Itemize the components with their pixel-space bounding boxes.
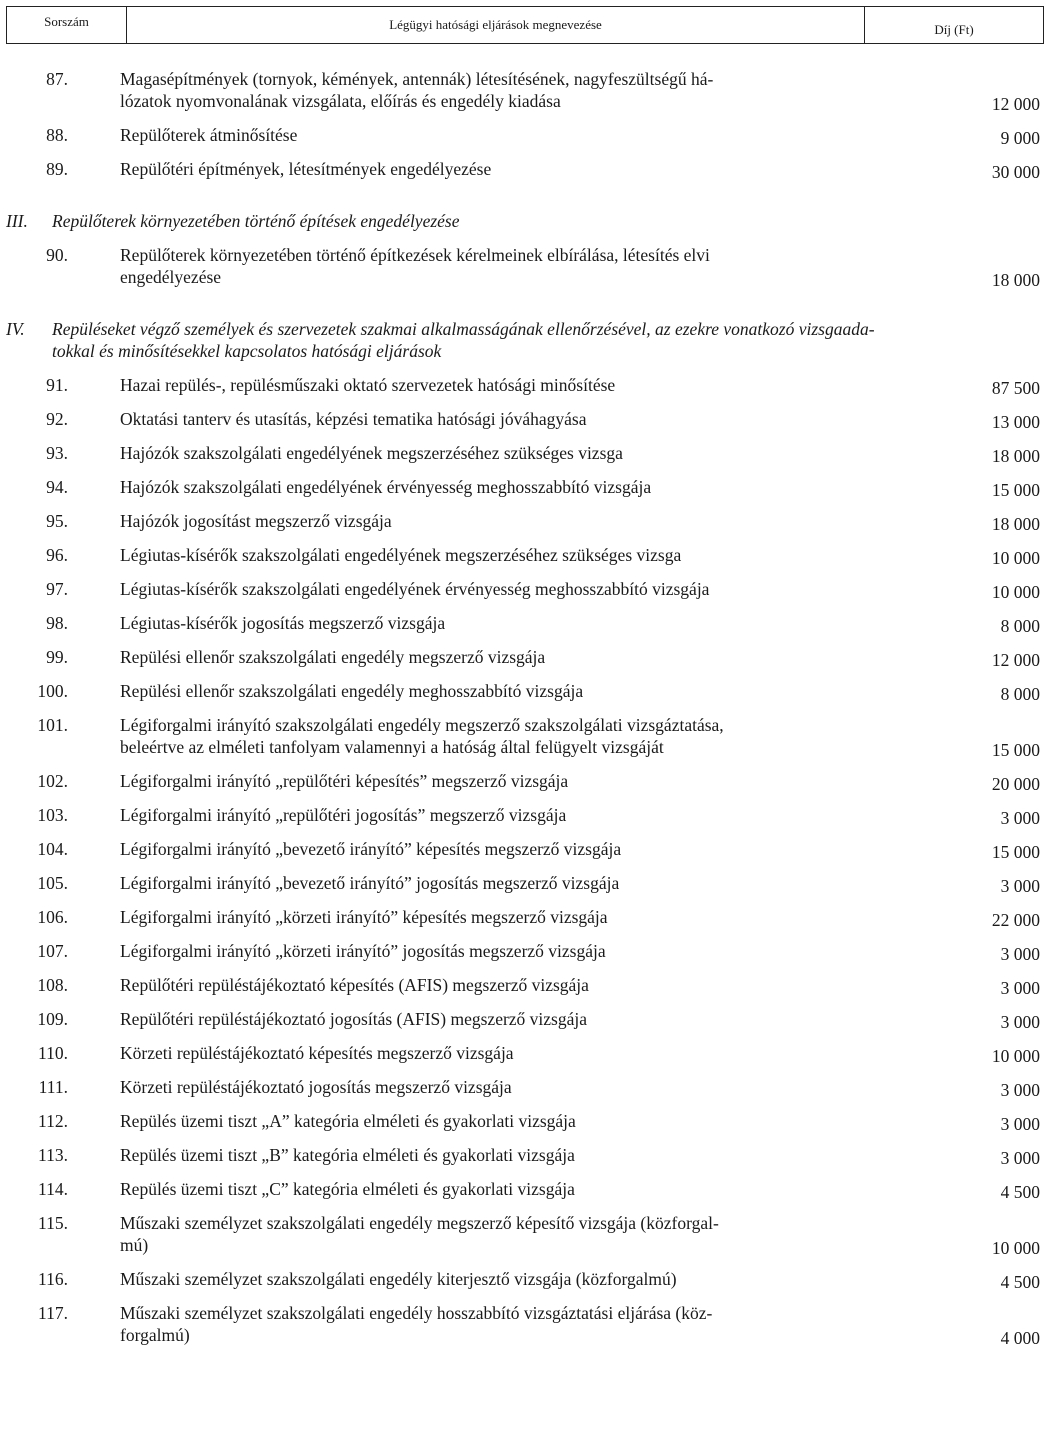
row-fee: 10 000: [991, 582, 1040, 602]
row-number: 97.: [46, 579, 68, 599]
description-line: Repülőtéri építmények, létesítmények engedélyezése: [120, 159, 492, 179]
row-number: 112.: [38, 1111, 68, 1131]
row-fee: 15 000: [991, 480, 1040, 500]
row-description: [120, 408, 860, 430]
row-number: 105.: [37, 873, 68, 893]
table-row: [0, 1302, 1059, 1346]
row-number: 106.: [37, 907, 68, 927]
row-number: 117.: [38, 1303, 68, 1323]
description-line: Körzeti repüléstájékoztató képesítés megszerző vizsgája: [120, 1043, 514, 1063]
header-col-number: Sorszám: [7, 7, 127, 43]
description-line: Légiforgalmi irányító „repülőtéri jogosítás” megszerző vizsgája: [120, 805, 567, 825]
row-fee: 12 000: [991, 94, 1040, 114]
table-row: [0, 510, 1059, 532]
description-line: Repülési ellenőr szakszolgálati engedély meghosszabbító vizsgája: [120, 681, 584, 701]
table-row: [0, 680, 1059, 702]
row-number: 88.: [46, 125, 68, 145]
row-number: 95.: [46, 511, 68, 531]
row-description: [120, 680, 860, 702]
row-number: 115.: [38, 1213, 68, 1233]
row-fee: 3 000: [1000, 978, 1040, 998]
row-description: [120, 872, 860, 894]
rows-group-a: [0, 68, 1059, 180]
description-line: Műszaki személyzet szakszolgálati engedély hosszabbító vizsgáztatási eljárása (köz-: [120, 1303, 713, 1323]
table-row: [0, 476, 1059, 498]
row-description: [120, 374, 860, 396]
row-number: 110.: [38, 1043, 68, 1063]
row-number: 107.: [37, 941, 68, 961]
row-fee: 20 000: [991, 774, 1040, 794]
row-fee: 15 000: [991, 842, 1040, 862]
rows-group-b: [0, 244, 1059, 288]
row-number: 87.: [46, 69, 68, 89]
row-description: [120, 1302, 860, 1346]
description-line: Repülés üzemi tiszt „C” kategória elméleti és gyakorlati vizsgája: [120, 1179, 575, 1199]
row-description: [120, 906, 860, 928]
table-row: [0, 442, 1059, 464]
table-row: [0, 244, 1059, 288]
row-number: 104.: [37, 839, 68, 859]
row-fee: 3 000: [1000, 944, 1040, 964]
row-fee: 3 000: [1000, 1080, 1040, 1100]
row-fee: 18 000: [991, 446, 1040, 466]
description-line: Légiforgalmi irányító „repülőtéri képesítés” megszerző vizsgája: [120, 771, 569, 791]
fee-list: [0, 68, 1059, 1358]
row-fee: 9 000: [1000, 128, 1040, 148]
row-description: [120, 714, 860, 758]
section-heading-iii: [0, 210, 1059, 232]
row-fee: 18 000: [991, 514, 1040, 534]
description-line: Hajózók jogosítást megszerző vizsgája: [120, 511, 392, 531]
rows-group-c: [0, 374, 1059, 1346]
table-row: [0, 974, 1059, 996]
table-row: [0, 408, 1059, 430]
description-line: Körzeti repüléstájékoztató jogosítás megszerző vizsgája: [120, 1077, 512, 1097]
row-fee: 4 500: [1000, 1182, 1040, 1202]
description-line: lózatok nyomvonalának vizsgálata, előírás és engedély kiadása: [120, 91, 561, 111]
table-row: [0, 1008, 1059, 1030]
description-line: Oktatási tanterv és utasítás, képzési tematika hatósági jóváhagyása: [120, 409, 587, 429]
row-description: [120, 510, 860, 532]
row-fee: 3 000: [1000, 1012, 1040, 1032]
table-row: [0, 646, 1059, 668]
description-line: Repülés üzemi tiszt „A” kategória elméleti és gyakorlati vizsgája: [120, 1111, 576, 1131]
row-fee: 3 000: [1000, 1114, 1040, 1134]
section-number: III.: [6, 211, 28, 231]
row-fee: 3 000: [1000, 876, 1040, 896]
row-fee: 10 000: [991, 548, 1040, 568]
row-description: [120, 974, 860, 996]
section-title-line: Repüléseket végző személyek és szervezetek szakmai alkalmasságának ellenőrzésével, az ezekre vonatkozó vizsgaada-: [52, 319, 875, 339]
description-line: Repülőterek környezetében történő építkezések kérelmeinek elbírálása, létesítés elvi: [120, 245, 710, 265]
row-number: 94.: [46, 477, 68, 497]
description-line: Repülés üzemi tiszt „B” kategória elméleti és gyakorlati vizsgája: [120, 1145, 575, 1165]
section-number: IV.: [6, 319, 25, 339]
table-header: [6, 6, 1044, 44]
row-number: 99.: [46, 647, 68, 667]
row-number: 96.: [46, 545, 68, 565]
description-line: Légiforgalmi irányító „körzeti irányító” képesítés megszerző vizsgája: [120, 907, 608, 927]
row-description: [120, 1042, 860, 1064]
table-row: [0, 1110, 1059, 1132]
row-number: 109.: [37, 1009, 68, 1029]
row-description: [120, 646, 860, 668]
row-fee: 30 000: [991, 162, 1040, 182]
table-row: [0, 1212, 1059, 1256]
description-line: Repülőtéri repüléstájékoztató jogosítás (AFIS) megszerző vizsgája: [120, 1009, 588, 1029]
row-description: [120, 1212, 860, 1256]
description-line: beleértve az elméleti tanfolyam valamennyi a hatóság által felügyelt vizsgáját: [120, 737, 664, 757]
row-fee: 22 000: [991, 910, 1040, 930]
row-description: [120, 244, 860, 288]
row-number: 116.: [38, 1269, 68, 1289]
table-row: [0, 1076, 1059, 1098]
row-number: 111.: [38, 1077, 68, 1097]
row-fee: 15 000: [991, 740, 1040, 760]
header-col-fee: Díj (Ft): [934, 22, 974, 37]
row-fee: 3 000: [1000, 1148, 1040, 1168]
table-row: [0, 124, 1059, 146]
table-row: [0, 544, 1059, 566]
description-line: forgalmú): [120, 1325, 190, 1345]
row-fee: 3 000: [1000, 808, 1040, 828]
row-fee: 18 000: [991, 270, 1040, 290]
table-row: [0, 714, 1059, 758]
table-row: [0, 1178, 1059, 1200]
table-row: [0, 940, 1059, 962]
description-line: Légiforgalmi irányító „bevezető irányító” képesítés megszerző vizsgája: [120, 839, 622, 859]
table-row: [0, 1042, 1059, 1064]
row-number: 89.: [46, 159, 68, 179]
description-line: engedélyezése: [120, 267, 222, 287]
row-description: [120, 442, 860, 464]
row-description: [120, 476, 860, 498]
row-description: [120, 612, 860, 634]
table-row: [0, 804, 1059, 826]
row-number: 102.: [37, 771, 68, 791]
row-description: [120, 578, 860, 600]
row-description: [120, 770, 860, 792]
row-number: 92.: [46, 409, 68, 429]
row-description: [120, 940, 860, 962]
row-description: [120, 804, 860, 826]
row-description: [120, 838, 860, 860]
description-line: Műszaki személyzet szakszolgálati engedély megszerző képesítő vizsgája (közforgal-: [120, 1213, 719, 1233]
table-row: [0, 1268, 1059, 1290]
row-fee: 8 000: [1000, 616, 1040, 636]
row-description: [120, 68, 860, 112]
description-line: Hazai repülés-, repülésműszaki oktató szervezetek hatósági minősítése: [120, 375, 616, 395]
row-number: 98.: [46, 613, 68, 633]
row-description: [120, 1076, 860, 1098]
row-number: 100.: [37, 681, 68, 701]
row-fee: 10 000: [991, 1238, 1040, 1258]
row-fee: 4 500: [1000, 1272, 1040, 1292]
row-fee: 12 000: [991, 650, 1040, 670]
row-number: 113.: [38, 1145, 68, 1165]
row-number: 103.: [37, 805, 68, 825]
section-heading-iv: [0, 318, 1059, 362]
row-number: 101.: [37, 715, 68, 735]
row-fee: 4 000: [1000, 1328, 1040, 1348]
table-row: [0, 158, 1059, 180]
row-description: [120, 544, 860, 566]
table-row: [0, 374, 1059, 396]
header-col-name: Légügyi hatósági eljárások megnevezése: [127, 7, 865, 43]
table-row: [0, 612, 1059, 634]
row-description: [120, 1268, 860, 1290]
section-title: [52, 318, 1042, 362]
description-line: Légiutas-kísérők jogosítás megszerző vizsgája: [120, 613, 446, 633]
description-line: Hajózók szakszolgálati engedélyének érvényesség meghosszabbító vizsgája: [120, 477, 652, 497]
description-line: Magasépítmények (tornyok, kémények, antennák) létesítésének, nagyfeszültségű há-: [120, 69, 714, 89]
table-row: [0, 578, 1059, 600]
row-number: 90.: [46, 245, 68, 265]
row-description: [120, 1110, 860, 1132]
table-row: [0, 770, 1059, 792]
description-line: Repülőtéri repüléstájékoztató képesítés (AFIS) megszerző vizsgája: [120, 975, 589, 995]
description-line: Légiforgalmi irányító szakszolgálati engedély megszerző szakszolgálati vizsgáztatása,: [120, 715, 724, 735]
section-title: Repülőterek környezetében történő építések engedélyezése: [52, 211, 460, 231]
section-title-line: tokkal és minősítésekkel kapcsolatos hatósági eljárások: [52, 341, 442, 361]
row-description: [120, 124, 860, 146]
row-fee: 13 000: [991, 412, 1040, 432]
description-line: Légiutas-kísérők szakszolgálati engedélyének megszerzéséhez szükséges vizsga: [120, 545, 682, 565]
description-line: Légiutas-kísérők szakszolgálati engedélyének érvényesség meghosszabbító vizsgája: [120, 579, 710, 599]
row-fee: 10 000: [991, 1046, 1040, 1066]
description-line: Légiforgalmi irányító „körzeti irányító” jogosítás megszerző vizsgája: [120, 941, 606, 961]
row-fee: 87 500: [991, 378, 1040, 398]
row-fee: 8 000: [1000, 684, 1040, 704]
description-line: Repülési ellenőr szakszolgálati engedély megszerző vizsgája: [120, 647, 546, 667]
description-line: mú): [120, 1235, 149, 1255]
row-number: 91.: [46, 375, 68, 395]
table-row: [0, 68, 1059, 112]
table-row: [0, 1144, 1059, 1166]
description-line: Hajózók szakszolgálati engedélyének megszerzéséhez szükséges vizsga: [120, 443, 623, 463]
table-row: [0, 872, 1059, 894]
row-number: 108.: [37, 975, 68, 995]
description-line: Repülőterek átminősítése: [120, 125, 298, 145]
description-line: Légiforgalmi irányító „bevezető irányító” jogosítás megszerző vizsgája: [120, 873, 620, 893]
row-number: 114.: [38, 1179, 68, 1199]
description-line: Műszaki személyzet szakszolgálati engedély kiterjesztő vizsgája (közforgalmú): [120, 1269, 677, 1289]
table-row: [0, 838, 1059, 860]
row-description: [120, 1178, 860, 1200]
table-row: [0, 906, 1059, 928]
row-description: [120, 1008, 860, 1030]
row-number: 93.: [46, 443, 68, 463]
row-description: [120, 158, 860, 180]
row-description: [120, 1144, 860, 1166]
